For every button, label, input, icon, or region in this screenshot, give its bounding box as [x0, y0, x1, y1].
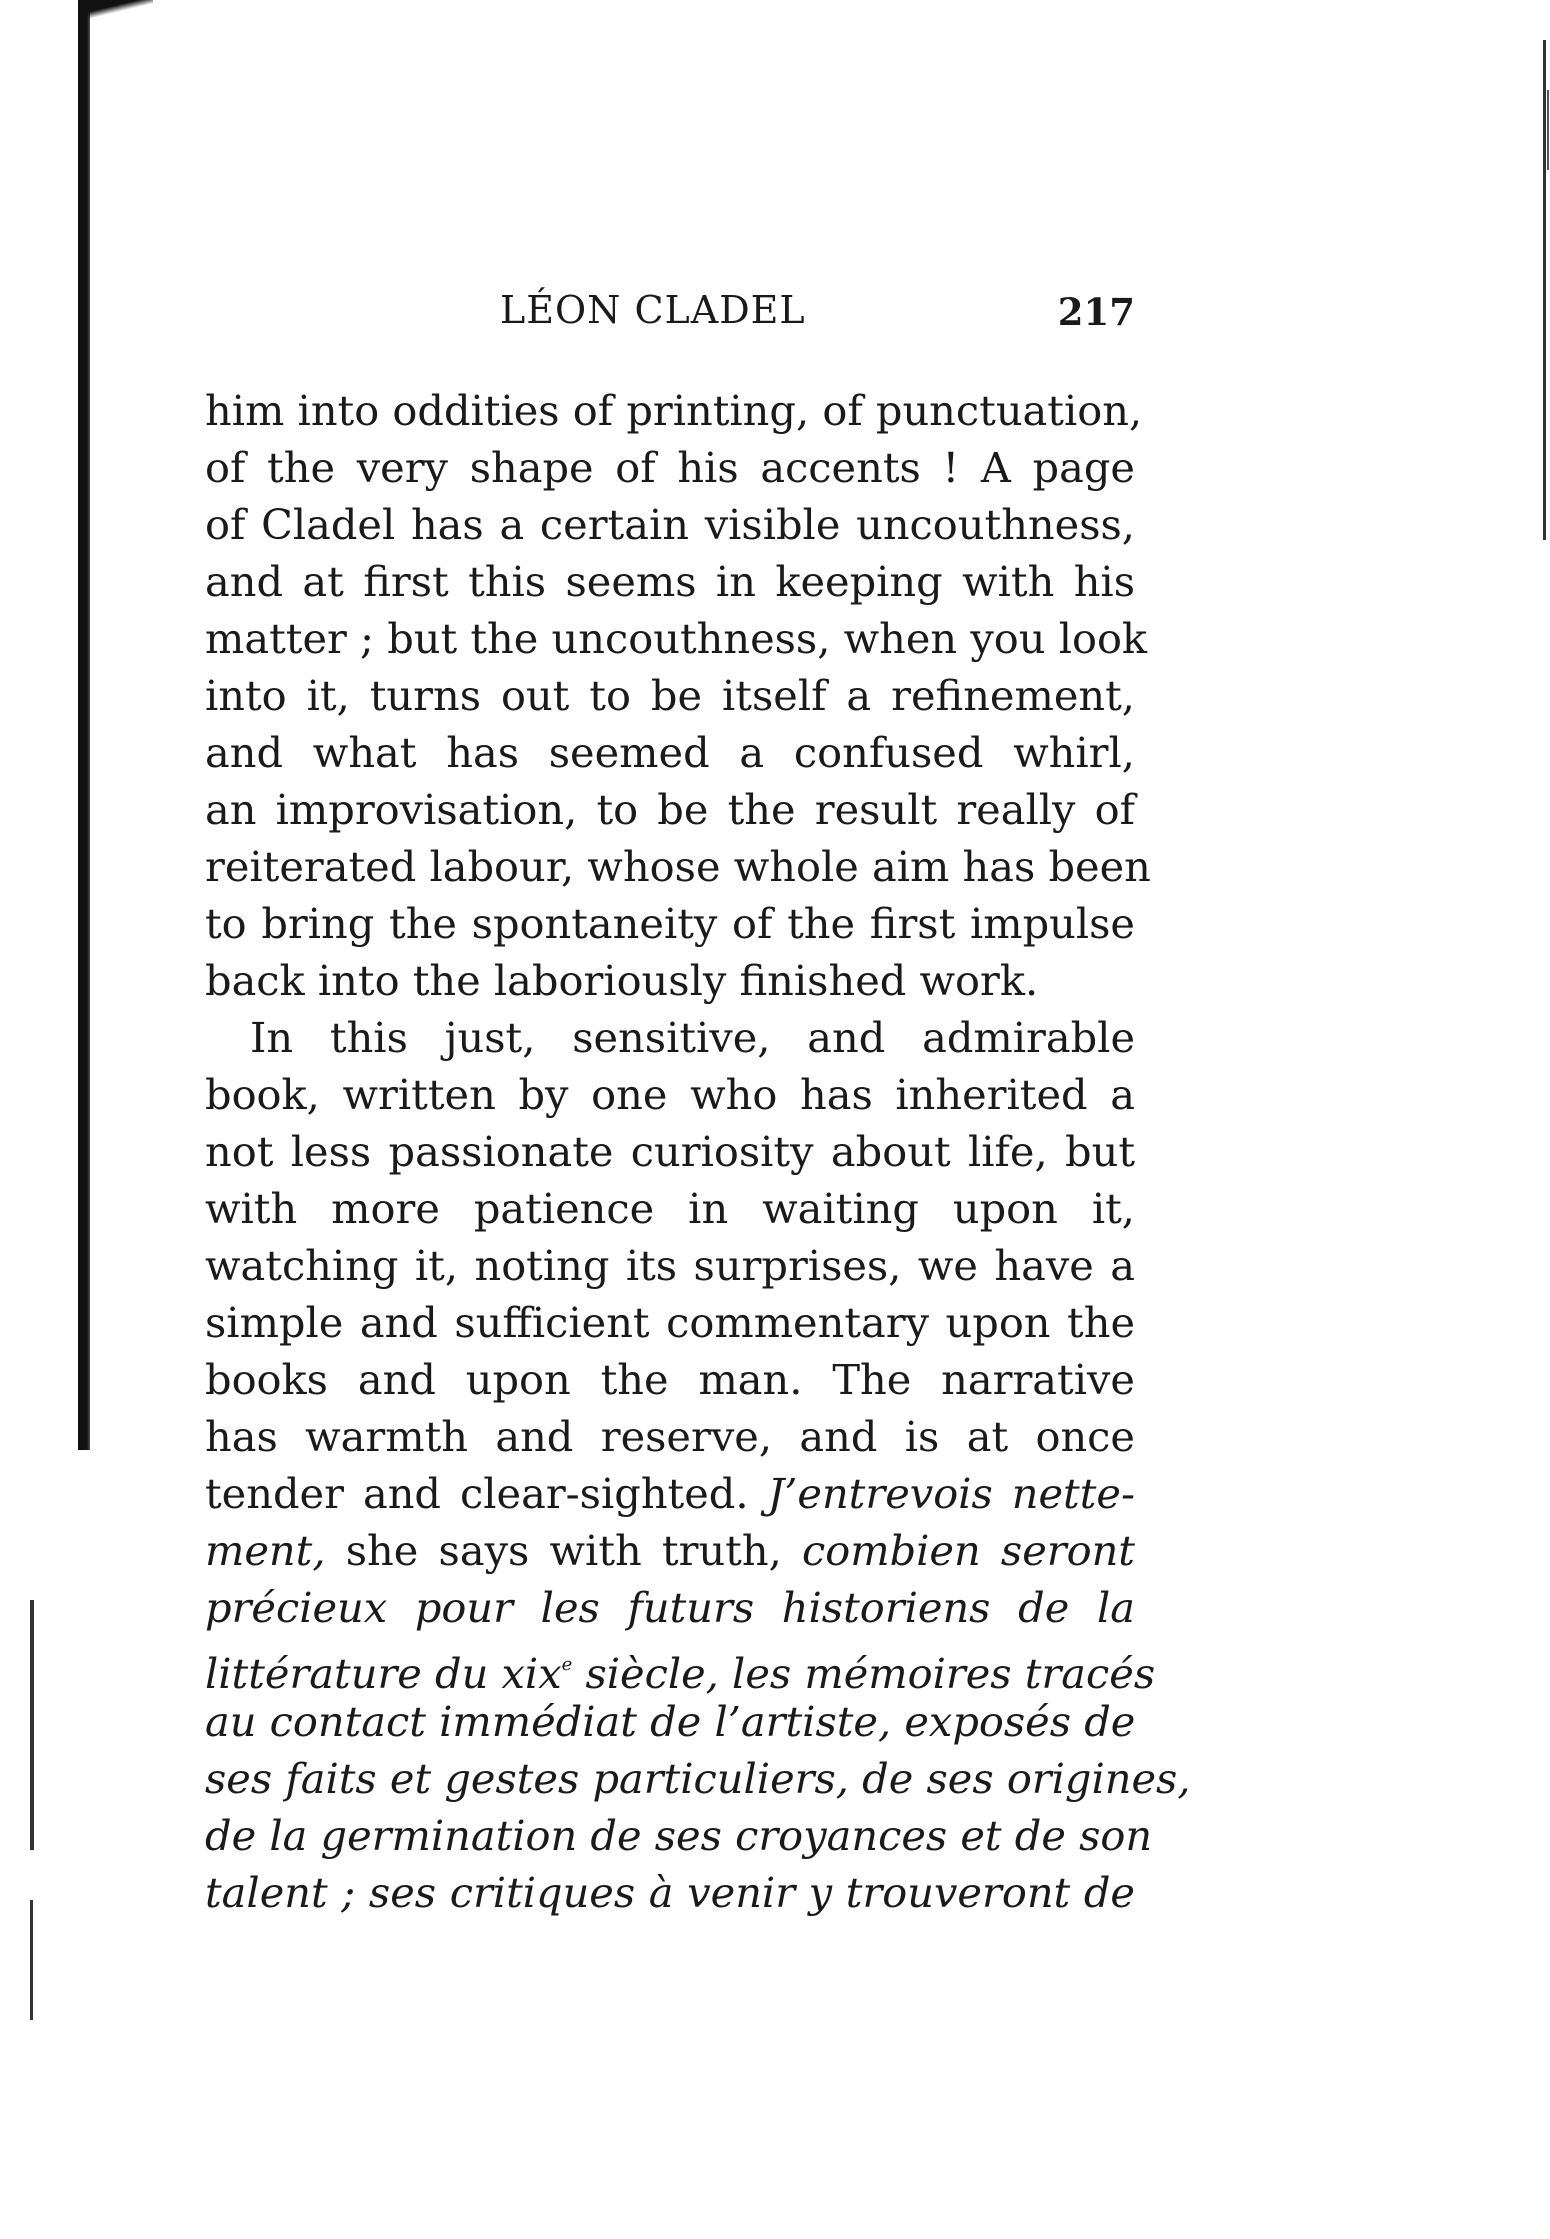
running-title: LÉON CLADEL	[500, 288, 806, 332]
text-line: to bring the spontaneity of the first impulse	[205, 899, 1135, 948]
text-line: simple and sufficient commentary upon the	[205, 1298, 1135, 1347]
text-line: reiterated labour, whose whole aim has been	[205, 842, 1151, 891]
body-text	[205, 382, 1191, 1921]
text-roman: she says with truth,	[325, 1526, 802, 1575]
text-line	[205, 1522, 1135, 1579]
binding-edge-mark	[30, 1900, 33, 2020]
text-italic: ment,	[205, 1526, 326, 1575]
binding-edge-mark	[30, 1600, 34, 1850]
text-line: de la germination de ses croyances et de son	[205, 1811, 1153, 1860]
text-line: of Cladel has a certain visible uncouthness,	[205, 500, 1135, 549]
text-line: In this just, sensitive, and admirable	[250, 1013, 1135, 1062]
text-line: not less passionate curiosity about life, but	[205, 1127, 1135, 1176]
text-line	[205, 1636, 1156, 1698]
superscript: e	[561, 1654, 573, 1675]
text-line: and what has seemed a confused whirl,	[205, 728, 1135, 777]
text-line: watching it, noting its surprises, we have a	[205, 1241, 1135, 1290]
binding-edge-mark	[1547, 90, 1549, 170]
text-italic: J’entrevois nette-	[767, 1469, 1135, 1518]
text-italic: littérature du xix	[205, 1649, 562, 1698]
text-line	[205, 1465, 1135, 1522]
text-italic: combien seront	[801, 1526, 1135, 1575]
text-line: has warmth and reserve, and is at once	[205, 1412, 1135, 1461]
text-line: précieux pour les futurs historiens de la	[205, 1583, 1135, 1632]
text-line: books and upon the man. The narrative	[205, 1355, 1135, 1404]
text-line: book, written by one who has inherited a	[205, 1070, 1135, 1119]
binding-edge-left	[78, 0, 90, 1450]
text-line: him into oddities of printing, of punctuation,	[205, 386, 1143, 435]
running-head	[200, 288, 1135, 348]
text-line: talent ; ses critiques à venir y trouveront de	[205, 1868, 1135, 1917]
text-italic: siècle, les mémoires tracés	[572, 1649, 1156, 1698]
text-line: of the very shape of his accents ! A page	[205, 443, 1135, 492]
text-line: into it, turns out to be itself a refinement,	[205, 671, 1135, 720]
binding-edge-right	[1543, 40, 1546, 540]
text-line: ses faits et gestes particuliers, de ses origines,	[205, 1754, 1191, 1803]
text-line: matter ; but the uncouthness, when you look	[205, 614, 1148, 663]
page-number: 217	[1057, 290, 1135, 334]
text-line: au contact immédiat de l’artiste, exposés de	[205, 1697, 1136, 1746]
text-line: back into the laboriously finished work.	[205, 956, 1039, 1005]
text-line: and at first this seems in keeping with his	[205, 557, 1135, 606]
text-line: with more patience in waiting upon it,	[205, 1184, 1135, 1233]
text-line: an improvisation, to be the result really of	[205, 785, 1135, 834]
text-roman: tender and clear-sighted.	[205, 1469, 768, 1518]
